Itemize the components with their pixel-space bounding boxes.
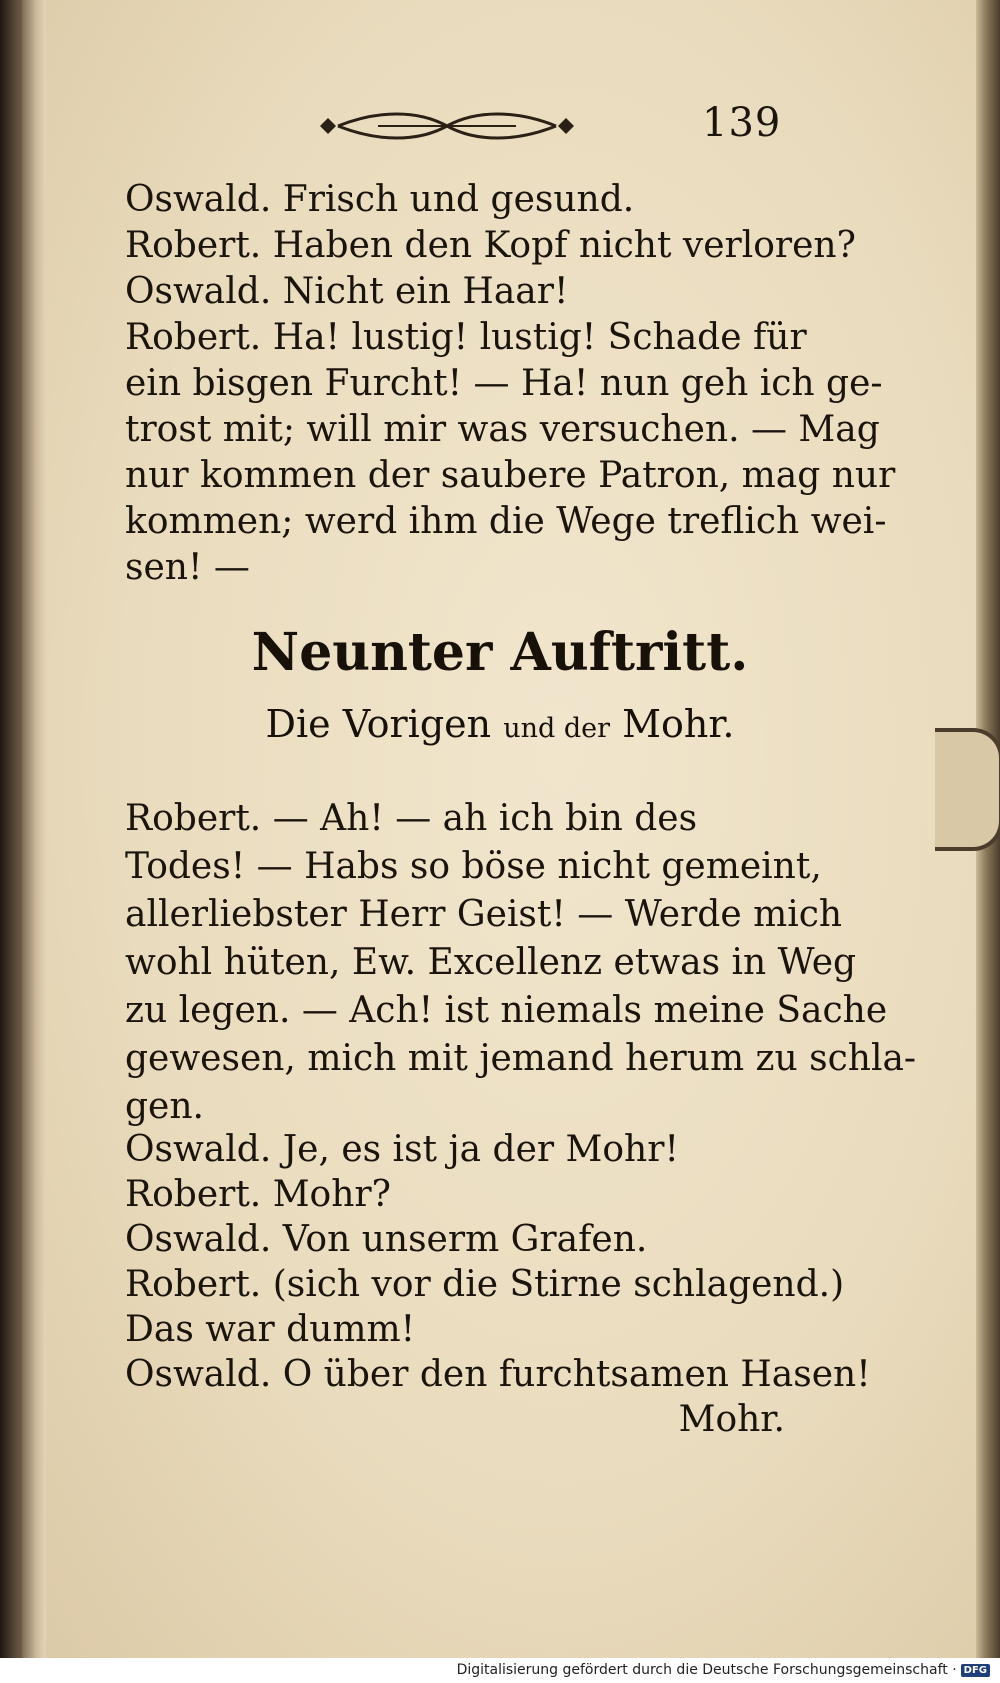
text-line: Oswald. Von unserm Grafen. [125, 1219, 648, 1260]
text-line: kommen; werd ihm die Wege treflich wei- [125, 501, 887, 542]
book-cover-left [0, 0, 22, 1658]
text-line: Oswald. Frisch und gesund. [125, 179, 635, 220]
scene-heading: Neunter Auftritt. [251, 622, 749, 683]
scene-subheading [0, 702, 1000, 746]
text-line: nur kommen der saubere Patron, mag nur [125, 455, 896, 496]
page-gutter [22, 0, 46, 1658]
text-line: Robert. Mohr? [125, 1174, 391, 1215]
text-line: Robert. (sich vor die Stirne schlagend.) [125, 1264, 845, 1305]
clasp-tab [935, 728, 1000, 851]
scene-sub-part: Die Vorigen [265, 702, 492, 746]
page-number: 139 [702, 100, 782, 146]
printer-ornament-icon [318, 108, 576, 144]
scene-sub-part: und der [503, 713, 611, 744]
text-line: Das war dumm! [125, 1309, 416, 1350]
text-line: Todes! — Habs so böse nicht gemeint, [125, 846, 822, 887]
dfg-logo: DFG [961, 1664, 990, 1677]
text-line: gewesen, mich mit jemand herum zu schla- [125, 1038, 917, 1079]
text-line: Robert. Haben den Kopf nicht verloren? [125, 225, 856, 266]
text-line: Oswald. Je, es ist ja der Mohr! [125, 1129, 679, 1170]
text-line: trost mit; will mir was versuchen. — Mag [125, 409, 880, 450]
catchword: Mohr. [678, 1399, 785, 1440]
footer-text: Digitalisierung gefördert durch die Deutsche Forschungsgemeinschaft · [456, 1662, 957, 1678]
text-line: Oswald. O über den furchtsamen Hasen! [125, 1354, 871, 1395]
scene-sub-part: Mohr. [622, 702, 735, 746]
text-line: allerliebster Herr Geist! — Werde mich [125, 894, 843, 935]
text-line: Robert. Ha! lustig! lustig! Schade für [125, 317, 807, 358]
text-line: ein bisgen Furcht! — Ha! nun geh ich ge- [125, 363, 883, 404]
text-line: wohl hüten, Ew. Excellenz etwas in Weg [125, 942, 857, 983]
text-line: Robert. — Ah! — ah ich bin des [125, 798, 698, 839]
text-line: sen! — [125, 547, 250, 588]
text-line: zu legen. — Ach! ist niemals meine Sache [125, 990, 888, 1031]
text-line: gen. [125, 1086, 204, 1127]
digitization-footer [457, 1662, 990, 1678]
text-line: Oswald. Nicht ein Haar! [125, 271, 569, 312]
